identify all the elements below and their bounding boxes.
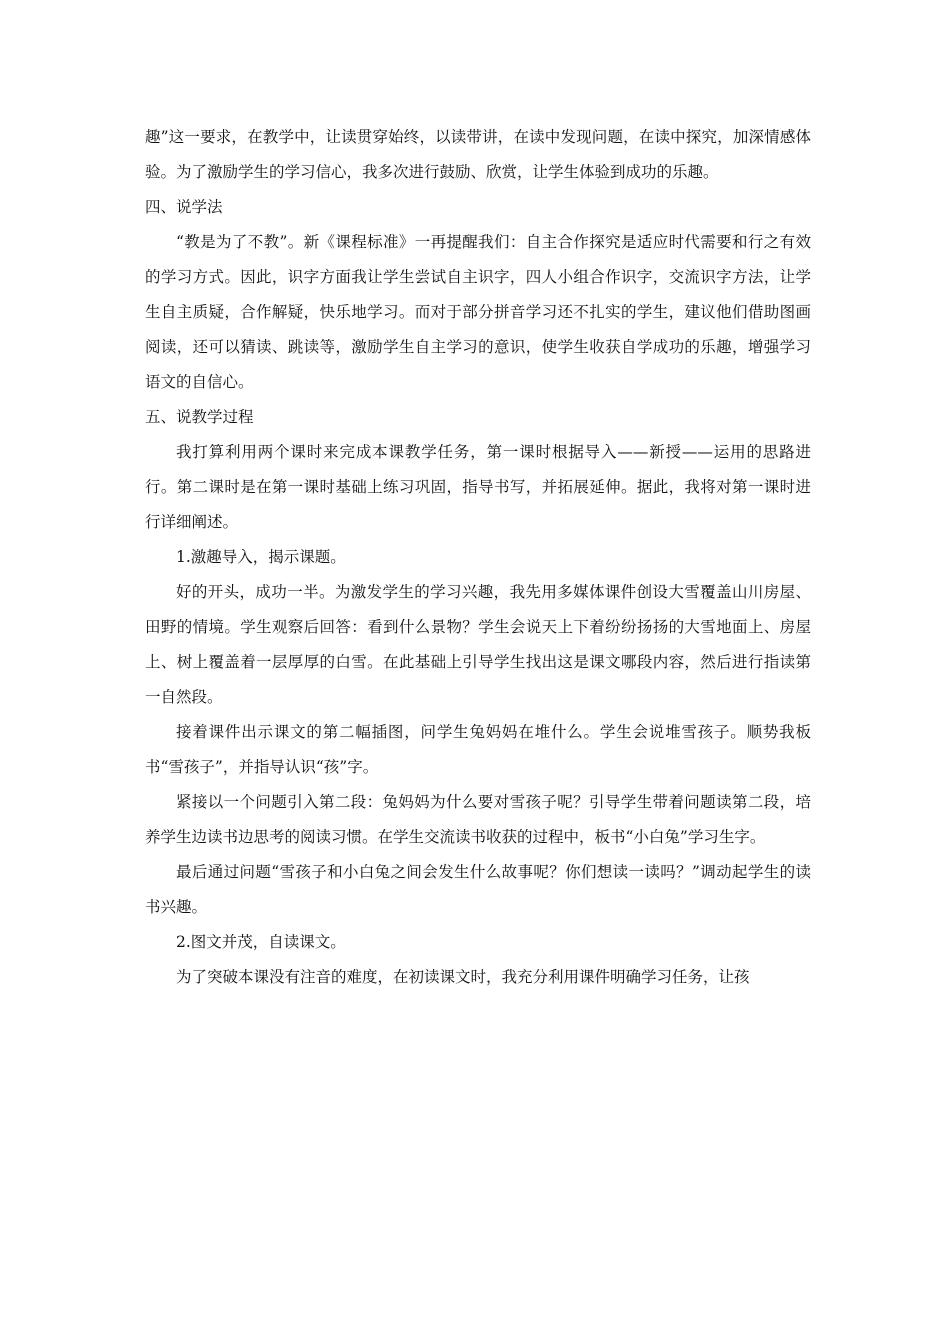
section-heading-study-method: 四、说学法 (145, 198, 223, 216)
paragraph-study-method: “教是为了不教”。新《课程标准》一再提醒我们：自主合作探究是适应时代需要和行之有效的学习方式。因此，识字方面我让学生尝试自主识字，四人小组合作识字，交流识字方法，让学生自主质疑，合作解疑，快乐地学习。而对于部分拼音学习还不扎实的学生，建议他们借助图画阅读，还可以猜读、跳读等，激励学生自主学习的意识，使学生收获自学成功的乐趣，增强学习语文的自信心。 (145, 233, 811, 391)
paragraph-lesson-plan: 我打算利用两个课时来完成本课教学任务，第一课时根据导入——新授——运用的思路进行。第二课时是在第一课时基础上练习巩固，指导书写，并拓展延伸。据此，我将对第一课时进行详细阐述。 (145, 443, 811, 531)
paragraph-illustration: 接着课件出示课文的第二幅插图，问学生兔妈妈在堆什么。学生会说堆雪孩子。顺势我板书“雪孩子”，并指导认识“孩”字。 (145, 723, 811, 776)
subheading-step-2: 2.图文并茂，自读课文。 (176, 933, 346, 951)
paragraph-second-section: 紧接以一个问题引入第二段：兔妈妈为什么要对雪孩子呢？引导学生带着问题读第二段，培养学生边读书边思考的阅读习惯。在学生交流读书收获的过程中，板书“小白兔”学习生字。 (145, 793, 811, 846)
section-heading-teaching-process: 五、说教学过程 (145, 408, 254, 426)
subheading-step-1: 1.激趣导入，揭示课题。 (176, 548, 346, 566)
paragraph-self-reading: 为了突破本课没有注音的难度，在初读课文时，我充分利用课件明确学习任务，让孩 (176, 968, 750, 986)
paragraph-intro: 好的开头，成功一半。为激发学生的学习兴趣，我先用多媒体课件创设大雪覆盖山川房屋、田野的情境。学生观察后回答：看到什么景物？学生会说天上下着纷纷扬扬的大雪地面上、房屋上、树上覆盖着一层厚厚的白雪。在此基础上引导学生找出这是课文哪段内容，然后进行指读第一自然段。 (145, 583, 811, 706)
paragraph-continuation: 趣”这一要求，在教学中，让读贯穿始终，以读带讲，在读中发现问题，在读中探究，加深情感体验。为了激励学生的学习信心，我多次进行鼓励、欣赏，让学生体验到成功的乐趣。 (145, 128, 811, 181)
paragraph-question: 最后通过问题“雪孩子和小白兔之间会发生什么故事呢？你们想读一读吗？”调动起学生的读书兴趣。 (145, 863, 811, 916)
document-body (145, 120, 811, 995)
